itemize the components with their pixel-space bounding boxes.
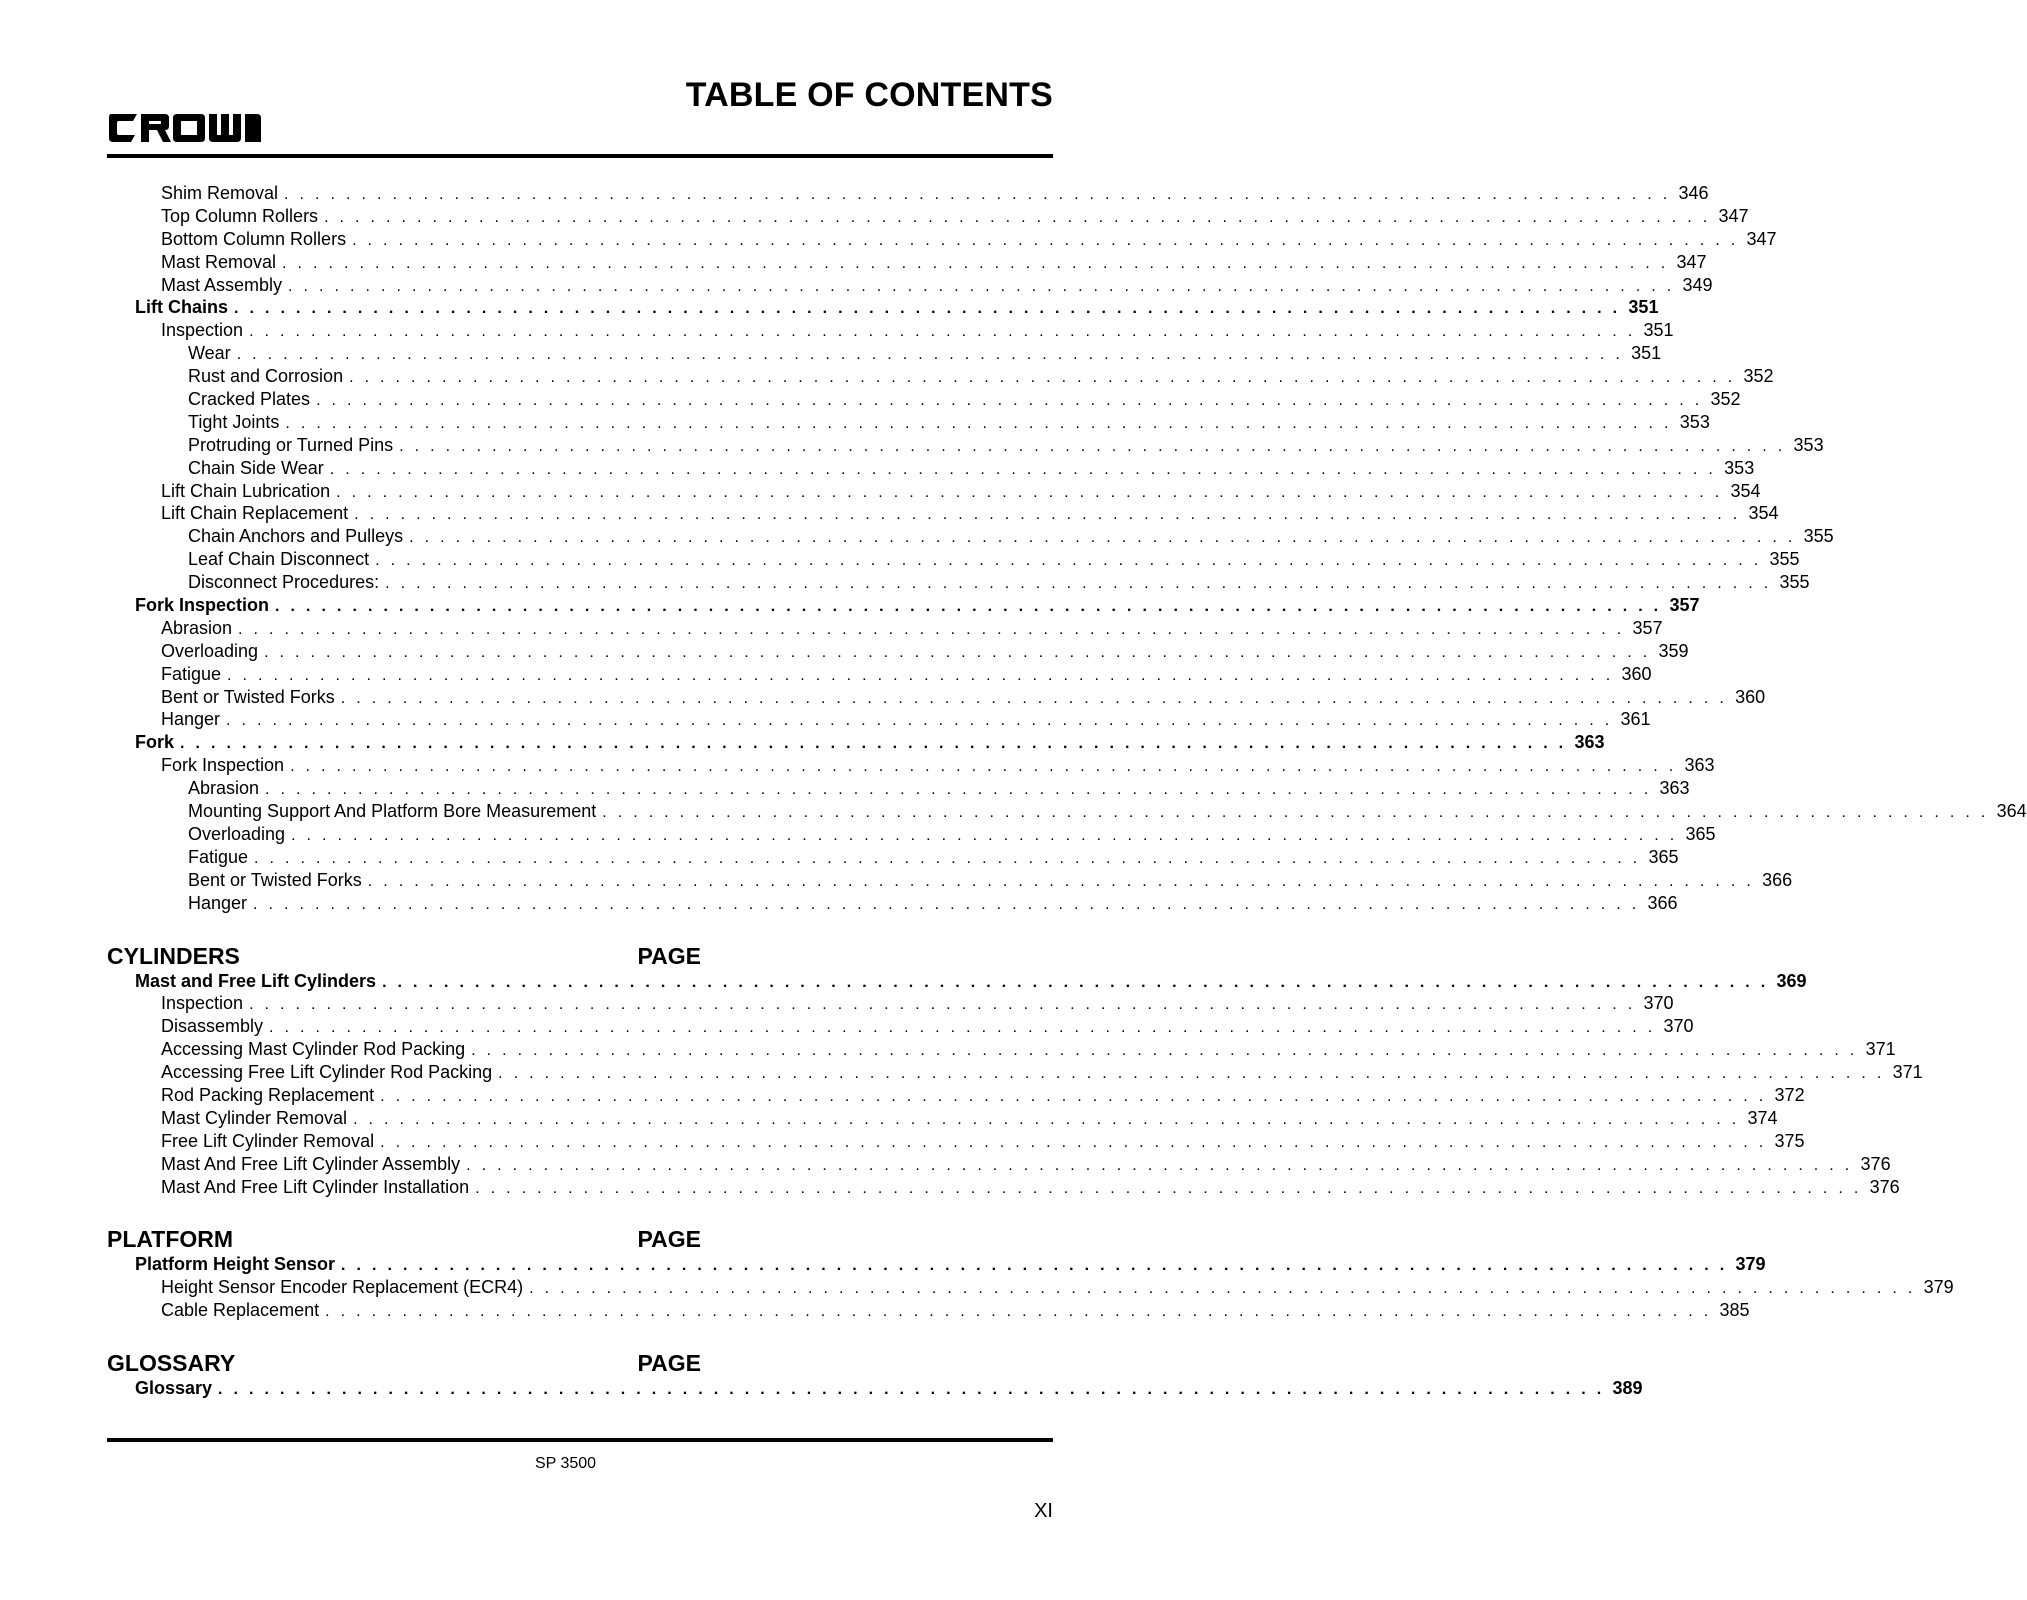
toc-entry[interactable] — [107, 823, 1716, 846]
toc-entry[interactable] — [107, 388, 1741, 411]
dot-leader: . . . . . . . . . . . . . . . . . . . . . . . . . . . . . . . . . . . . . . . . . . . . . . . . . . . . . . . . . . . . . . . . . . . . . . . . . . . . . . . . . . . . . . . . . . — [475, 1179, 1862, 1197]
toc-entry-page: 347 — [1746, 228, 1777, 249]
toc-entry-page: 379 — [1923, 1277, 1954, 1298]
dot-leader: . . . . . . . . . . . . . . . . . . . . . . . . . . . . . . . . . . . . . . . . . . . . . . . . . . . . . . . . . . . . . . . . . . . . . . . . . . . . . . . . . . . . . . . . . . — [236, 346, 1624, 364]
toc-entry-page: 347 — [1676, 251, 1707, 272]
dot-leader: . . . . . . . . . . . . . . . . . . . . . . . . . . . . . . . . . . . . . . . . . . . . . . . . . . . . . . . . . . . . . . . . . . . . . . . . . . . . . . . . . . . . . . . . . . — [471, 1042, 1858, 1060]
toc-entry-page: 349 — [1682, 274, 1713, 295]
toc-entry-label: Rust and Corrosion — [188, 366, 344, 387]
toc-entry[interactable] — [107, 1176, 1900, 1199]
toc-entry[interactable] — [107, 970, 1807, 993]
toc-entry-page: 346 — [1678, 183, 1709, 203]
dot-leader: . . . . . . . . . . . . . . . . . . . . . . . . . . . . . . . . . . . . . . . . . . . . . . . . . . . . . . . . . . . . . . . . . . . . . . . . . . . . . . . . . . . . . . . . . . — [349, 369, 1736, 387]
toc-entry[interactable] — [107, 1130, 1805, 1153]
toc-entry-label: Fatigue — [161, 663, 222, 684]
toc-entry-label: Leaf Chain Disconnect — [188, 549, 370, 570]
toc-entry-label: Inspection — [161, 320, 244, 341]
toc-entry[interactable] — [107, 228, 1777, 251]
toc-entry-page: 359 — [1658, 640, 1689, 661]
toc-entry-label: Tight Joints — [188, 411, 280, 432]
toc-entry[interactable] — [107, 686, 1766, 709]
toc-entry-label: Glossary — [135, 1378, 213, 1399]
dot-leader: . . . . . . . . . . . . . . . . . . . . . . . . . . . . . . . . . . . . . . . . . . . . . . . . . . . . . . . . . . . . . . . . . . . . . . . . . . . . . . . . . . . . . . . . . . — [409, 529, 1796, 547]
toc-entry-page: 376 — [1869, 1176, 1900, 1197]
toc-entry-label: Shim Removal — [161, 183, 279, 203]
dot-leader: . . . . . . . . . . . . . . . . . . . . . . . . . . . . . . . . . . . . . . . . . . . . . . . . . . . . . . . . . . . . . . . . . . . . . . . . . . . . . . . . . . . . . . . . . . — [285, 414, 1672, 432]
toc-entry-page: 352 — [1743, 366, 1774, 387]
dot-leader: . . . . . . . . . . . . . . . . . . . . . . . . . . . . . . . . . . . . . . . . . . . . . . . . . . . . . . . . . . . . . . . . . . . . . . . . . . . . . . . . . . . . . . . . . . — [226, 712, 1613, 730]
toc-entry-label: Cracked Plates — [188, 389, 311, 410]
toc-entry-page: 357 — [1669, 595, 1700, 616]
toc-entry[interactable] — [107, 846, 1679, 869]
toc-entry-page: 351 — [1643, 320, 1674, 341]
toc-entry[interactable] — [107, 1084, 1805, 1107]
dot-leader: . . . . . . . . . . . . . . . . . . . . . . . . . . . . . . . . . . . . . . . . . . . . . . . . . . . . . . . . . . . . . . . . . . . . . . . . . . . . . . . . . . . . . . . . . . — [180, 735, 1567, 753]
toc-entry[interactable] — [107, 571, 1810, 594]
dot-leader: . . . . . . . . . . . . . . . . . . . . . . . . . . . . . . . . . . . . . . . . . . . . . . . . . . . . . . . . . . . . . . . . . . . . . . . . . . . . . . . . . . . . . . . . . . — [529, 1280, 1916, 1298]
toc-entry[interactable] — [107, 319, 1674, 342]
toc-entry[interactable] — [107, 205, 1749, 228]
dot-leader: . . . . . . . . . . . . . . . . . . . . . . . . . . . . . . . . . . . . . . . . . . . . . . . . . . . . . . . . . . . . . . . . . . . . . . . . . . . . . . . . . . . . . . . . . . — [336, 483, 1723, 501]
crown-logo-icon — [107, 108, 262, 148]
dot-leader: . . . . . . . . . . . . . . . . . . . . . . . . . . . . . . . . . . . . . . . . . . . . . . . . . . . . . . . . . . . . . . . . . . . . . . . . . . . . . . . . . . . . . . . . . . — [382, 973, 1769, 991]
header-rule — [107, 154, 1053, 158]
dot-leader: . . . . . . . . . . . . . . . . . . . . . . . . . . . . . . . . . . . . . . . . . . . . . . . . . . . . . . . . . . . . . . . . . . . . . . . . . . . . . . . . . . . . . . . . . . — [249, 323, 1636, 341]
toc-entry[interactable] — [107, 731, 1605, 754]
toc-entry-label: Abrasion — [161, 617, 233, 638]
toc-entry-page: 363 — [1574, 732, 1605, 753]
page-title: TABLE OF CONTENTS — [685, 76, 1053, 114]
dot-leader: . . . . . . . . . . . . . . . . . . . . . . . . . . . . . . . . . . . . . . . . . . . . . . . . . . . . . . . . . . . . . . . . . . . . . . . . . . . . . . . . . . . . . . . . . . — [466, 1156, 1853, 1174]
toc-entry-label: Wear — [188, 343, 231, 364]
dot-leader: . . . . . . . . . . . . . . . . . . . . . . . . . . . . . . . . . . . . . . . . . . . . . . . . . . . . . . . . . . . . . . . . . . . . . . . . . . . . . . . . . . . . . . . . . . — [316, 392, 1703, 410]
toc-entry-label: Mounting Support And Platform Bore Measurement — [188, 801, 597, 822]
toc-entry-page: 366 — [1762, 869, 1793, 890]
toc-entry-page: 353 — [1724, 457, 1755, 478]
toc-entry-page: 370 — [1663, 1016, 1694, 1037]
toc-entry[interactable] — [107, 869, 1793, 892]
toc-entry-label: Fatigue — [188, 846, 249, 867]
dot-leader: . . . . . . . . . . . . . . . . . . . . . . . . . . . . . . . . . . . . . . . . . . . . . . . . . . . . . . . . . . . . . . . . . . . . . . . . . . . . . . . . . . . . . . . . . . — [249, 996, 1636, 1014]
toc-entry-label: Top Column Rollers — [161, 205, 319, 226]
toc-entry-label: Fork — [135, 732, 175, 753]
toc-entry-page: 360 — [1735, 686, 1766, 707]
toc-entry-page: 357 — [1632, 617, 1663, 638]
toc-entry[interactable] — [107, 1299, 1750, 1322]
toc-entry-page: 351 — [1631, 343, 1662, 364]
toc-entry-label: Free Lift Cylinder Removal — [161, 1130, 375, 1151]
toc-entry[interactable] — [107, 1038, 1896, 1061]
dot-leader: . . . . . . . . . . . . . . . . . . . . . . . . . . . . . . . . . . . . . . . . . . . . . . . . . . . . . . . . . . . . . . . . . . . . . . . . . . . . . . . . . . . . . . . . . . — [275, 598, 1662, 616]
dot-leader: . . . . . . . . . . . . . . . . . . . . . . . . . . . . . . . . . . . . . . . . . . . . . . . . . . . . . . . . . . . . . . . . . . . . . . . . . . . . . . . . . . . . . . . . . . — [602, 804, 1989, 822]
toc-entry-label: Accessing Mast Cylinder Rod Packing — [161, 1039, 466, 1060]
toc-entry[interactable] — [107, 1276, 1954, 1299]
toc-entry[interactable] — [107, 274, 1713, 297]
dot-leader: . . . . . . . . . . . . . . . . . . . . . . . . . . . . . . . . . . . . . . . . . . . . . . . . . . . . . . . . . . . . . . . . . . . . . . . . . . . . . . . . . . . . . . . . . . — [227, 666, 1614, 684]
toc-entry-label: Accessing Free Lift Cylinder Rod Packing — [161, 1062, 493, 1083]
toc-entry[interactable] — [107, 548, 1800, 571]
toc-entry[interactable] — [107, 777, 1690, 800]
toc-entry-page: 379 — [1735, 1254, 1766, 1275]
toc-entry-page: 352 — [1710, 389, 1741, 410]
toc-entry-label: Hanger — [161, 709, 221, 730]
toc-entry-label: Mast Cylinder Removal — [161, 1107, 348, 1128]
toc-entry-page: 363 — [1684, 755, 1715, 776]
dot-leader: . . . . . . . . . . . . . . . . . . . . . . . . . . . . . . . . . . . . . . . . . . . . . . . . . . . . . . . . . . . . . . . . . . . . . . . . . . . . . . . . . . . . . . . . . . — [290, 758, 1677, 776]
dot-leader: . . . . . . . . . . . . . . . . . . . . . . . . . . . . . . . . . . . . . . . . . . . . . . . . . . . . . . . . . . . . . . . . . . . . . . . . . . . . . . . . . . . . . . . . . . — [234, 300, 1621, 318]
toc-entry-page: 372 — [1774, 1084, 1805, 1105]
toc-entry[interactable] — [107, 1377, 1643, 1400]
toc-entry-page: 365 — [1648, 846, 1679, 867]
toc-entry[interactable] — [107, 1015, 1694, 1038]
dot-leader: . . . . . . . . . . . . . . . . . . . . . . . . . . . . . . . . . . . . . . . . . . . . . . . . . . . . . . . . . . . . . . . . . . . . . . . . . . . . . . . . . . . . . . . . . . — [340, 689, 1728, 707]
toc-entry-label: Lift Chains — [135, 297, 228, 318]
toc-entry-page: 355 — [1779, 572, 1810, 593]
toc-entry[interactable] — [107, 754, 1715, 777]
toc-entry[interactable] — [107, 1061, 1923, 1084]
toc-entry-page: 360 — [1621, 663, 1652, 684]
footer-rule — [107, 1438, 1053, 1442]
toc-entry-page: 355 — [1803, 526, 1834, 547]
toc-entry[interactable] — [107, 992, 1674, 1015]
toc-entry-page: 355 — [1769, 549, 1800, 570]
toc-entry[interactable] — [107, 525, 1834, 548]
toc-entry[interactable] — [107, 1107, 1778, 1130]
toc-section-heading — [107, 942, 701, 970]
toc-entry-label: Mast And Free Lift Cylinder Installation — [161, 1176, 470, 1197]
dot-leader: . . . . . . . . . . . . . . . . . . . . . . . . . . . . . . . . . . . . . . . . . . . . . . . . . . . . . . . . . . . . . . . . . . . . . . . . . . . . . . . . . . . . . . . . . . — [291, 826, 1678, 844]
toc-entry-label: Chain Anchors and Pulleys — [188, 526, 404, 547]
toc-entry[interactable] — [107, 342, 1662, 365]
dot-leader: . . . . . . . . . . . . . . . . . . . . . . . . . . . . . . . . . . . . . . . . . . . . . . . . . . . . . . . . . . . . . . . . . . . . . . . . . . . . . . . . . . . . . . . . . . — [341, 1257, 1728, 1275]
toc-entry-page: 369 — [1776, 970, 1807, 991]
toc-entry-label: Disconnect Procedures: — [188, 572, 380, 593]
toc-entry-page: 364 — [1996, 801, 2027, 822]
toc-entry[interactable] — [107, 800, 2027, 823]
toc-entry-page: 371 — [1892, 1062, 1923, 1083]
toc-entry[interactable] — [107, 434, 1824, 457]
dot-leader: . . . . . . . . . . . . . . . . . . . . . . . . . . . . . . . . . . . . . . . . . . . . . . . . . . . . . . . . . . . . . . . . . . . . . . . . . . . . . . . . . . . . . . . . . . — [254, 849, 1641, 867]
toc-entry-label: Chain Side Wear — [188, 457, 324, 478]
toc-entry[interactable] — [107, 411, 1710, 434]
toc-entry[interactable] — [107, 892, 1678, 915]
toc-entry[interactable] — [107, 708, 1651, 731]
toc-entry-label: Platform Height Sensor — [135, 1254, 336, 1275]
toc-entry-label: Abrasion — [188, 778, 260, 799]
section-title: GLOSSARY — [107, 1350, 236, 1377]
toc-entry-page: 354 — [1730, 480, 1761, 501]
toc-entry-page: 366 — [1647, 892, 1678, 913]
section-page-label: PAGE — [637, 1350, 701, 1377]
toc-entry-page: 376 — [1860, 1153, 1891, 1174]
toc-entry-label: Mast and Free Lift Cylinders — [135, 970, 377, 991]
dot-leader: . . . . . . . . . . . . . . . . . . . . . . . . . . . . . . . . . . . . . . . . . . . . . . . . . . . . . . . . . . . . . . . . . . . . . . . . . . . . . . . . . . . . . . . . . . — [353, 1110, 1740, 1128]
toc-entry-page: 354 — [1748, 503, 1779, 524]
toc-entry[interactable] — [107, 182, 1709, 205]
dot-leader: . . . . . . . . . . . . . . . . . . . . . . . . . . . . . . . . . . . . . . . . . . . . . . . . . . . . . . . . . . . . . . . . . . . . . . . . . . . . . . . . . . . . . . . . . . — [380, 1133, 1767, 1151]
dot-leader: . . . . . . . . . . . . . . . . . . . . . . . . . . . . . . . . . . . . . . . . . . . . . . . . . . . . . . . . . . . . . . . . . . . . . . . . . . . . . . . . . . . . . . . . . . — [354, 506, 1741, 524]
toc-entry-label: Fork Inspection — [161, 755, 285, 776]
dot-leader: . . . . . . . . . . . . . . . . . . . . . . . . . . . . . . . . . . . . . . . . . . . . . . . . . . . . . . . . . . . . . . . . . . . . . . . . . . . . . . . . . . . . . . . . . . — [380, 1087, 1767, 1105]
toc-entry-label: Bottom Column Rollers — [161, 228, 347, 249]
toc-entry-page: 353 — [1793, 434, 1824, 455]
toc-entry[interactable] — [107, 365, 1774, 388]
toc-entry-page: 353 — [1679, 411, 1710, 432]
toc-entry-label: Cable Replacement — [161, 1300, 320, 1321]
toc-section-heading — [107, 1349, 701, 1377]
toc-entry-label: Lift Chain Lubrication — [161, 480, 331, 501]
toc-entry[interactable] — [107, 1253, 1766, 1276]
toc-entry[interactable] — [107, 617, 1663, 640]
toc-entry[interactable] — [107, 480, 1761, 503]
toc-entry-label: Fork Inspection — [135, 595, 270, 616]
dot-leader: . . . . . . . . . . . . . . . . . . . . . . . . . . . . . . . . . . . . . . . . . . . . . . . . . . . . . . . . . . . . . . . . . . . . . . . . . . . . . . . . . . . . . . . . . . — [329, 460, 1717, 478]
toc-entry-label: Inspection — [161, 993, 244, 1014]
toc-entry[interactable] — [107, 663, 1652, 686]
toc-section-heading — [107, 1225, 701, 1253]
dot-leader: . . . . . . . . . . . . . . . . . . . . . . . . . . . . . . . . . . . . . . . . . . . . . . . . . . . . . . . . . . . . . . . . . . . . . . . . . . . . . . . . . . . . . . . . . . — [288, 277, 1675, 295]
toc-entry-label: Mast And Free Lift Cylinder Assembly — [161, 1153, 461, 1174]
dot-leader: . . . . . . . . . . . . . . . . . . . . . . . . . . . . . . . . . . . . . . . . . . . . . . . . . . . . . . . . . . . . . . . . . . . . . . . . . . . . . . . . . . . . . . . . . . — [269, 1019, 1656, 1037]
dot-leader: . . . . . . . . . . . . . . . . . . . . . . . . . . . . . . . . . . . . . . . . . . . . . . . . . . . . . . . . . . . . . . . . . . . . . . . . . . . . . . . . . . . . . . . . . . — [385, 575, 1772, 593]
dot-leader: . . . . . . . . . . . . . . . . . . . . . . . . . . . . . . . . . . . . . . . . . . . . . . . . . . . . . . . . . . . . . . . . . . . . . . . . . . . . . . . . . . . . . . . . . . — [284, 186, 1671, 203]
toc-entry-label: Protruding or Turned Pins — [188, 434, 394, 455]
document-id: SP 3500 — [534, 1455, 597, 1472]
toc-entry-page: 370 — [1643, 993, 1674, 1014]
page-number: XI — [1034, 1500, 1053, 1522]
toc-entry[interactable] — [107, 457, 1755, 480]
dot-leader: . . . . . . . . . . . . . . . . . . . . . . . . . . . . . . . . . . . . . . . . . . . . . . . . . . . . . . . . . . . . . . . . . . . . . . . . . . . . . . . . . . . . . . . . . . — [264, 643, 1651, 661]
toc-entry-page: 375 — [1774, 1130, 1805, 1151]
dot-leader: . . . . . . . . . . . . . . . . . . . . . . . . . . . . . . . . . . . . . . . . . . . . . . . . . . . . . . . . . . . . . . . . . . . . . . . . . . . . . . . . . . . . . . . . . . — [282, 254, 1669, 272]
toc-entry-page: 347 — [1718, 205, 1749, 226]
toc-entry-label: Disassembly — [161, 1016, 264, 1037]
toc-entry[interactable] — [107, 594, 1700, 617]
toc-entry[interactable] — [107, 640, 1689, 663]
dot-leader: . . . . . . . . . . . . . . . . . . . . . . . . . . . . . . . . . . . . . . . . . . . . . . . . . . . . . . . . . . . . . . . . . . . . . . . . . . . . . . . . . . . . . . . . . . — [367, 872, 1755, 890]
toc-entry-page: 389 — [1612, 1378, 1643, 1399]
dot-leader: . . . . . . . . . . . . . . . . . . . . . . . . . . . . . . . . . . . . . . . . . . . . . . . . . . . . . . . . . . . . . . . . . . . . . . . . . . . . . . . . . . . . . . . . . . — [324, 208, 1711, 226]
section-title: CYLINDERS — [107, 942, 240, 969]
table-of-contents — [107, 182, 2027, 1400]
section-page-label: PAGE — [637, 942, 701, 969]
dot-leader: . . . . . . . . . . . . . . . . . . . . . . . . . . . . . . . . . . . . . . . . . . . . . . . . . . . . . . . . . . . . . . . . . . . . . . . . . . . . . . . . . . . . . . . . . . — [352, 231, 1739, 249]
toc-entry-page: 361 — [1620, 709, 1651, 730]
toc-entry-label: Overloading — [161, 640, 259, 661]
dot-leader: . . . . . . . . . . . . . . . . . . . . . . . . . . . . . . . . . . . . . . . . . . . . . . . . . . . . . . . . . . . . . . . . . . . . . . . . . . . . . . . . . . . . . . . . . . — [399, 437, 1786, 455]
toc-entry-label: Overloading — [188, 823, 286, 844]
brand-logo — [107, 108, 262, 148]
toc-entry[interactable] — [107, 296, 1659, 319]
toc-entry[interactable] — [107, 1153, 1891, 1176]
toc-entry-page: 374 — [1747, 1107, 1778, 1128]
toc-entry-label: Bent or Twisted Forks — [188, 869, 362, 890]
toc-entry[interactable] — [107, 251, 1707, 274]
toc-entry-label: Hanger — [188, 892, 248, 913]
section-title: PLATFORM — [107, 1226, 234, 1253]
toc-entry-page: 365 — [1685, 823, 1716, 844]
toc-entry-label: Rod Packing Replacement — [161, 1084, 375, 1105]
toc-entry-page: 351 — [1628, 297, 1659, 318]
dot-leader: . . . . . . . . . . . . . . . . . . . . . . . . . . . . . . . . . . . . . . . . . . . . . . . . . . . . . . . . . . . . . . . . . . . . . . . . . . . . . . . . . . . . . . . . . . — [498, 1065, 1885, 1083]
section-page-label: PAGE — [637, 1226, 701, 1253]
toc-entry-label: Mast Removal — [161, 251, 277, 272]
toc-entry-page: 371 — [1865, 1039, 1896, 1060]
toc-entry-label: Bent or Twisted Forks — [161, 686, 335, 707]
toc-entry-label: Height Sensor Encoder Replacement (ECR4) — [161, 1277, 524, 1298]
toc-entry-label: Lift Chain Replacement — [161, 503, 349, 524]
dot-leader: . . . . . . . . . . . . . . . . . . . . . . . . . . . . . . . . . . . . . . . . . . . . . . . . . . . . . . . . . . . . . . . . . . . . . . . . . . . . . . . . . . . . . . . . . . — [375, 552, 1762, 570]
dot-leader: . . . . . . . . . . . . . . . . . . . . . . . . . . . . . . . . . . . . . . . . . . . . . . . . . . . . . . . . . . . . . . . . . . . . . . . . . . . . . . . . . . . . . . . . . . — [325, 1303, 1712, 1321]
dot-leader: . . . . . . . . . . . . . . . . . . . . . . . . . . . . . . . . . . . . . . . . . . . . . . . . . . . . . . . . . . . . . . . . . . . . . . . . . . . . . . . . . . . . . . . . . . — [218, 1381, 1605, 1399]
toc-entry-label: Mast Assembly — [161, 274, 283, 295]
toc-entry-page: 363 — [1659, 778, 1690, 799]
toc-entry-page: 385 — [1719, 1300, 1750, 1321]
toc-entry[interactable] — [107, 502, 1779, 525]
dot-leader: . . . . . . . . . . . . . . . . . . . . . . . . . . . . . . . . . . . . . . . . . . . . . . . . . . . . . . . . . . . . . . . . . . . . . . . . . . . . . . . . . . . . . . . . . . — [253, 895, 1640, 913]
dot-leader: . . . . . . . . . . . . . . . . . . . . . . . . . . . . . . . . . . . . . . . . . . . . . . . . . . . . . . . . . . . . . . . . . . . . . . . . . . . . . . . . . . . . . . . . . . — [265, 781, 1652, 799]
dot-leader: . . . . . . . . . . . . . . . . . . . . . . . . . . . . . . . . . . . . . . . . . . . . . . . . . . . . . . . . . . . . . . . . . . . . . . . . . . . . . . . . . . . . . . . . . . — [238, 620, 1625, 638]
